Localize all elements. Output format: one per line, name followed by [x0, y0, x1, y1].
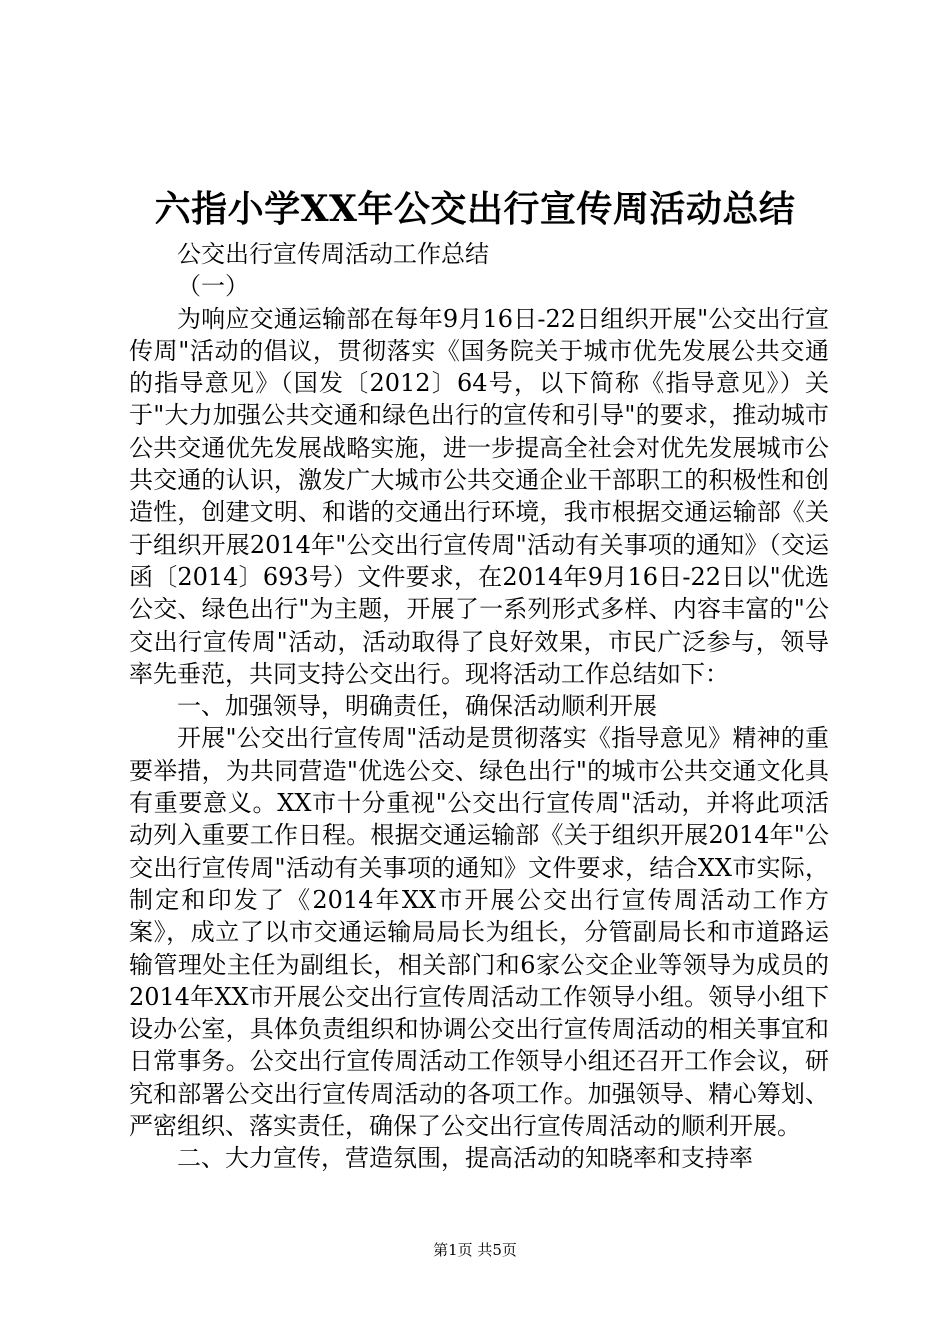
section-marker: （一）	[177, 272, 249, 301]
document-body	[129, 238, 829, 1175]
page-footer: 第1页 共5页	[433, 1241, 517, 1259]
document-subtitle: 公交出行宣传周活动工作总结	[177, 240, 489, 268]
document-title: 六指小学XX年公交出行宣传周活动总结	[154, 188, 796, 230]
paragraph-leadership: 开展"公交出行宣传周"活动是贯彻落实《指导意见》精神的重要举措，为共同营造"优选公交、绿色出行"的城市公共交通文化具有重要意义。XX市十分重视"公交出行宣传周"活动，并将此项活动列入重要工作日程。根据交通运输部《关于组织开展2014年"公交出行宣传周"活动有关事项的通知》文件要求，结合XX市实际，制定和印发了《2014年XX市开展公交出行宣传周活动工作方案》，成立了以市交通运输局局长为组长，分管副局长和市道路运输管理处主任为副组长，相关部门和6家公交企业等领导为成员的2014年XX市开展公交出行宣传周活动工作领导小组。领导小组下设办公室，具体负责组织和协调公交出行宣传周活动的相关事宜和日常事务。公交出行宣传周活动工作领导小组还召开工作会议，研究和部署公交出行宣传周活动的各项工作。加强领导、精心筹划、严密组织、落实责任，确保了公交出行宣传周活动的顺利开展。	[129, 724, 829, 1141]
section-heading-2: 二、大力宣传，营造氛围，提高活动的知晓率和支持率	[177, 1144, 753, 1173]
section-heading-1: 一、加强领导，明确责任，确保活动顺利开展	[177, 692, 657, 721]
paragraph-intro: 为响应交通运输部在每年9月16日-22日组织开展"公交出行宣传周"活动的倡议，贯彻落实《国务院关于城市优先发展公共交通的指导意见》（国发〔2012〕64号，以下简称《指导意见》）关于"大力加强公共交通和绿色出行的宣传和引导"的要求，推动城市公共交通优先发展战略实施，进一步提高全社会对优先发展城市公共交通的认识，激发广大城市公共交通企业干部职工的积极性和创造性，创建文明、和谐的交通出行环境，我市根据交通运输部《关于组织开展2014年"公交出行宣传周"活动有关事项的通知》（交运函〔2014〕693号）文件要求，在2014年9月16日-22日以"优选公交、绿色出行"为主题，开展了一系列形式多样、内容丰富的"公交出行宣传周"活动，活动取得了良好效果，市民广泛参与，领导率先垂范，共同支持公交出行。现将活动工作总结如下：	[129, 304, 829, 688]
